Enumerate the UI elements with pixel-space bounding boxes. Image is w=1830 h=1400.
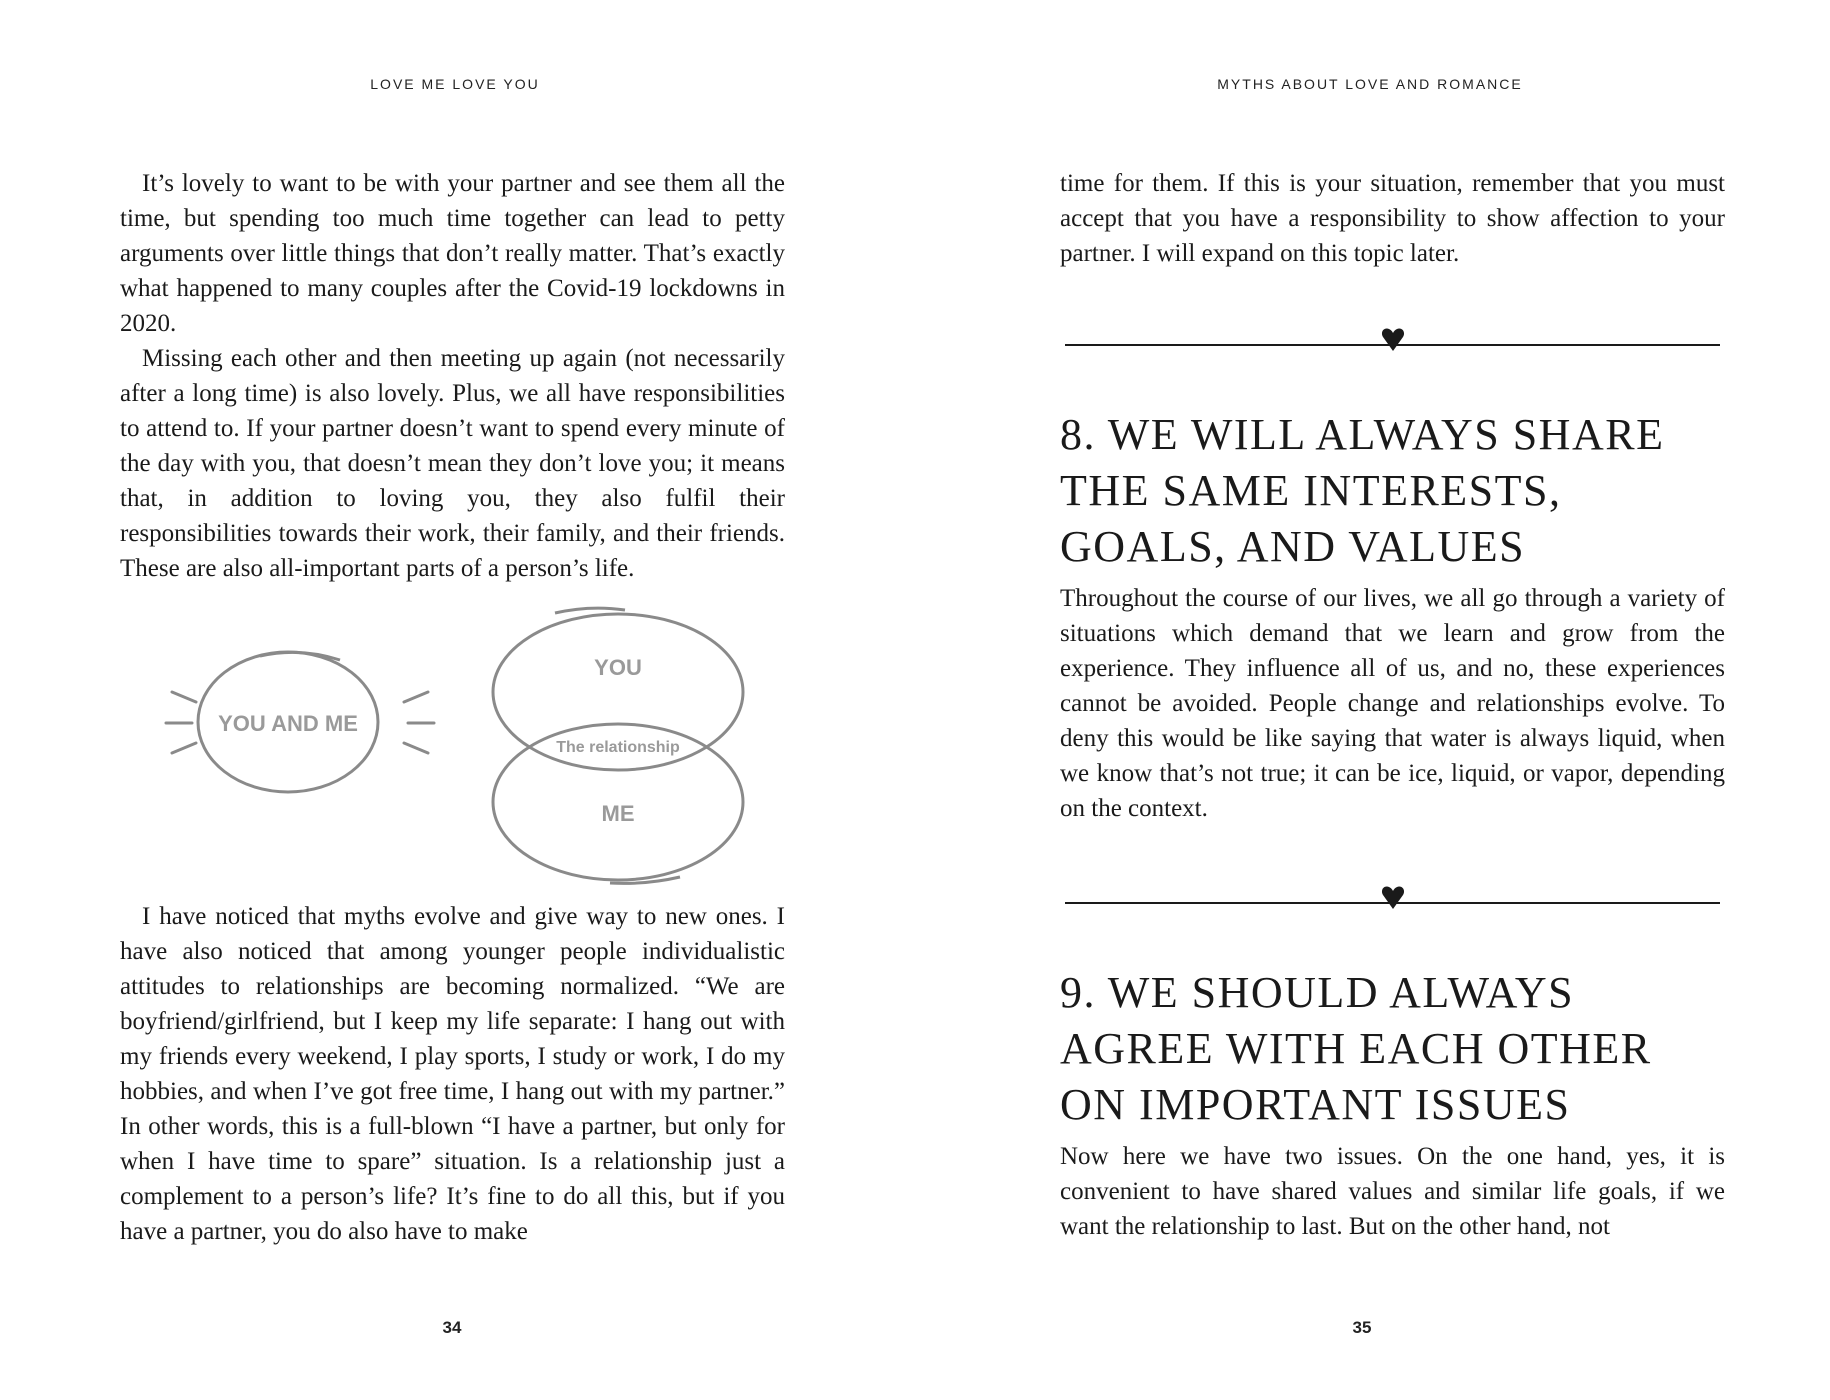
you-and-me-label: YOU AND ME [218, 711, 358, 736]
rays-right-icon [404, 692, 434, 753]
paragraph: It’s lovely to want to be with your partner and see them all the time, but spending too much time together can lead to petty arguments over little things that don’t really matter. That’s exactly what happened to many couples after the Covid-19 lockdowns in 2020. [120, 170, 785, 337]
you-label: YOU [594, 655, 642, 680]
rays-left-icon [166, 692, 196, 753]
running-head-left: LOVE ME LOVE YOU [370, 76, 540, 92]
paragraph: time for them. If this is your situation, remember that you must accept that you have a responsibility to show affection to your partner. I will expand on this topic later. [1060, 170, 1725, 267]
relationship-diagram [150, 605, 750, 885]
page-number-left: 34 [442, 1318, 462, 1337]
continuation-text [1060, 166, 1725, 271]
running-head-right: MYTHS ABOUT LOVE AND ROMANCE [1217, 76, 1523, 92]
heart-icon [1381, 885, 1405, 911]
left-text-bottom [120, 899, 785, 1249]
section-9 [1060, 965, 1725, 1244]
me-label: ME [601, 801, 635, 826]
section-divider [1065, 333, 1720, 363]
section-heading: 8. WE WILL ALWAYS SHARE THE SAME INTERESTS, GOALS, AND VALUES [1060, 410, 1665, 571]
left-text-top [120, 166, 785, 586]
heart-icon [1381, 327, 1405, 353]
relationship-label: The relationship [556, 739, 680, 756]
section-heading: 9. WE SHOULD ALWAYS AGREE WITH EACH OTHER ON IMPORTANT ISSUES [1060, 968, 1652, 1129]
section-8 [1060, 407, 1725, 826]
paragraph: Throughout the course of our lives, we all go through a variety of situations which demand that we learn and grow from the experience. They influence all of us, and no, these experiences cannot be avoided. People change and relationships evolve. To deny this would be like saying that water is always liquid, when we know that’s not true; it can be ice, liquid, or vapor, depending on the context. [1060, 585, 1725, 822]
right-page [915, 0, 1830, 1400]
section-divider [1065, 891, 1720, 921]
paragraph: I have noticed that myths evolve and give way to new ones. I have also noticed that among younger people individualistic attitudes to relationships are becoming normalized. “We are boyfriend/girlfriend, but I keep my life separate: I hang out with my friends every weekend, I play sports, I study or work, I do my hobbies, and when I’ve got free time, I hang out with my partner.” In other words, this is a full-blown “I have a partner, but only for when I have time to spare” situation. Is a relationship just a complement to a person’s life? It’s fine to do all this, but if you have a partner, you do also have to make [120, 903, 785, 1245]
paragraph: Missing each other and then meeting up again (not necessarily after a long time) is also lovely. Plus, we all have responsibilities to attend to. If your partner doesn’t want to spend every minute of the day with you, that doesn’t mean they don’t love you; it means that, in addition to loving you, they also fulfil their responsibilities towards their work, their family, and their friends. These are also all-important parts of a person’s life. [120, 345, 785, 582]
paragraph: Now here we have two issues. On the one hand, yes, it is convenient to have shared values and similar life goals, if we want the relationship to last. But on the other hand, not [1060, 1143, 1725, 1240]
page-number-right: 35 [1352, 1318, 1372, 1337]
